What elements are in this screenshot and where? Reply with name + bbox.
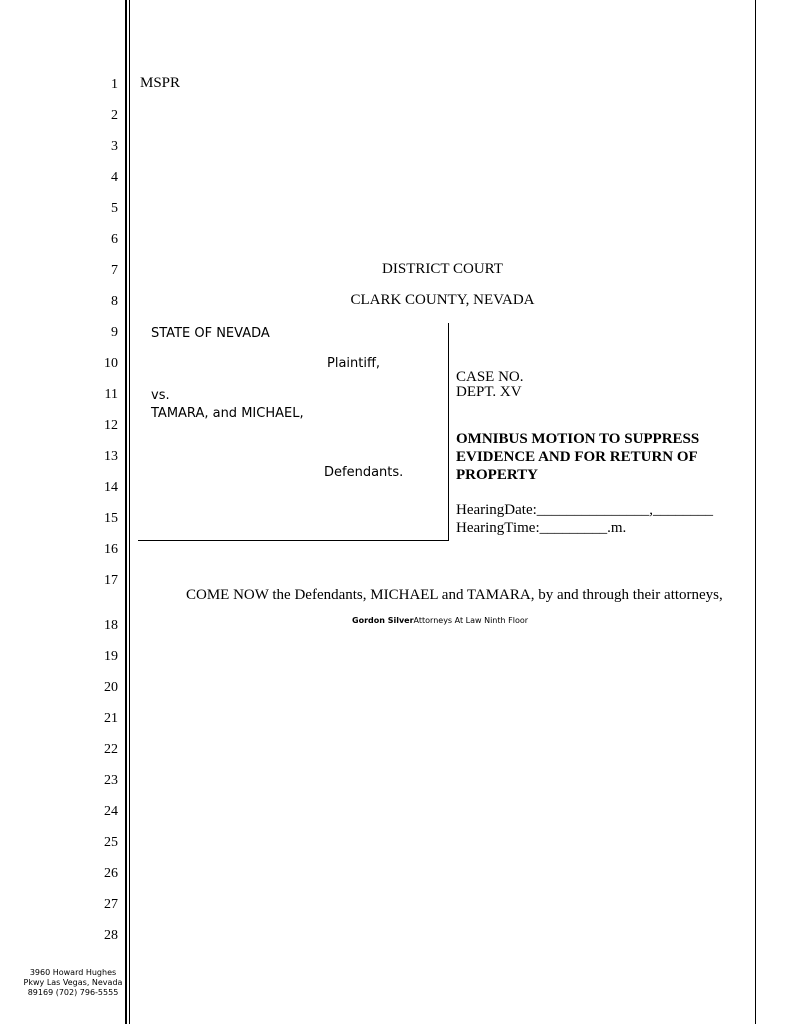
plaintiff-name: STATE OF NEVADA (151, 326, 270, 341)
line-number: 2 (111, 108, 118, 123)
caption-divider-horizontal (138, 540, 449, 541)
court-county: CLARK COUNTY, NEVADA (350, 292, 535, 308)
line-number: 26 (104, 866, 118, 881)
line-number: 11 (104, 387, 118, 402)
hearing-time: HearingTime:_________.m. (456, 520, 627, 536)
line-number: 17 (104, 573, 118, 588)
line-number: 8 (111, 294, 118, 309)
line-number: 13 (104, 449, 118, 464)
motion-intro-text: COME NOW the Defendants, MICHAEL and TAMARA, by and through their attorneys, (186, 587, 723, 603)
caption-divider-vertical (448, 323, 449, 541)
line-number: 3 (111, 139, 118, 154)
line-number: 4 (111, 170, 118, 185)
case-number: CASE NO. (456, 369, 524, 385)
line-number: 15 (104, 511, 118, 526)
line-number: 7 (111, 263, 118, 278)
line-number: 23 (104, 773, 118, 788)
plaintiff-role: Plaintiff, (327, 356, 381, 371)
line-number: 9 (111, 325, 118, 340)
line-number: 12 (104, 418, 118, 433)
motion-title-line2: EVIDENCE AND FOR RETURN OF (456, 449, 698, 465)
line-number: 22 (104, 742, 118, 757)
line-number: 19 (104, 649, 118, 664)
line-number: 16 (104, 542, 118, 557)
footer-address (14, 968, 132, 998)
line-number: 24 (104, 804, 118, 819)
line-number: 1 (111, 77, 118, 92)
line-number: 21 (104, 711, 118, 726)
line-number: 6 (111, 232, 118, 247)
line-number: 10 (104, 356, 118, 371)
line-number: 27 (104, 897, 118, 912)
hearing-date: HearingDate:_______________,________ (456, 502, 714, 518)
versus-label: vs. (151, 388, 170, 403)
motion-title-line3: PROPERTY (456, 467, 538, 483)
court-name: DISTRICT COURT (382, 261, 503, 277)
line-number: 28 (104, 928, 118, 943)
left-margin-rule-inner (129, 0, 130, 1024)
defendants-role: Defendants. (324, 465, 404, 480)
footer-address-line: Pkwy Las Vegas, Nevada (23, 978, 123, 987)
right-margin-rule (755, 0, 756, 1024)
department: DEPT. XV (456, 384, 522, 400)
line-number: 18 (104, 618, 118, 633)
firm-tagline: Attorneys At Law Ninth Floor (413, 616, 529, 625)
firm-name: Gordon Silver (352, 616, 414, 625)
footer-address-line: 3960 Howard Hughes (29, 968, 117, 977)
defendants-names: TAMARA, and MICHAEL, (151, 406, 304, 421)
firm-line (352, 616, 528, 625)
document-code: MSPR (140, 75, 181, 91)
line-number: 14 (104, 480, 118, 495)
line-number: 25 (104, 835, 118, 850)
left-margin-rule-outer (125, 0, 127, 1024)
line-number: 20 (104, 680, 118, 695)
footer-address-line: 89169 (702) 796-5555 (27, 988, 119, 997)
line-number: 5 (111, 201, 118, 216)
motion-title-line1: OMNIBUS MOTION TO SUPPRESS (456, 431, 700, 447)
